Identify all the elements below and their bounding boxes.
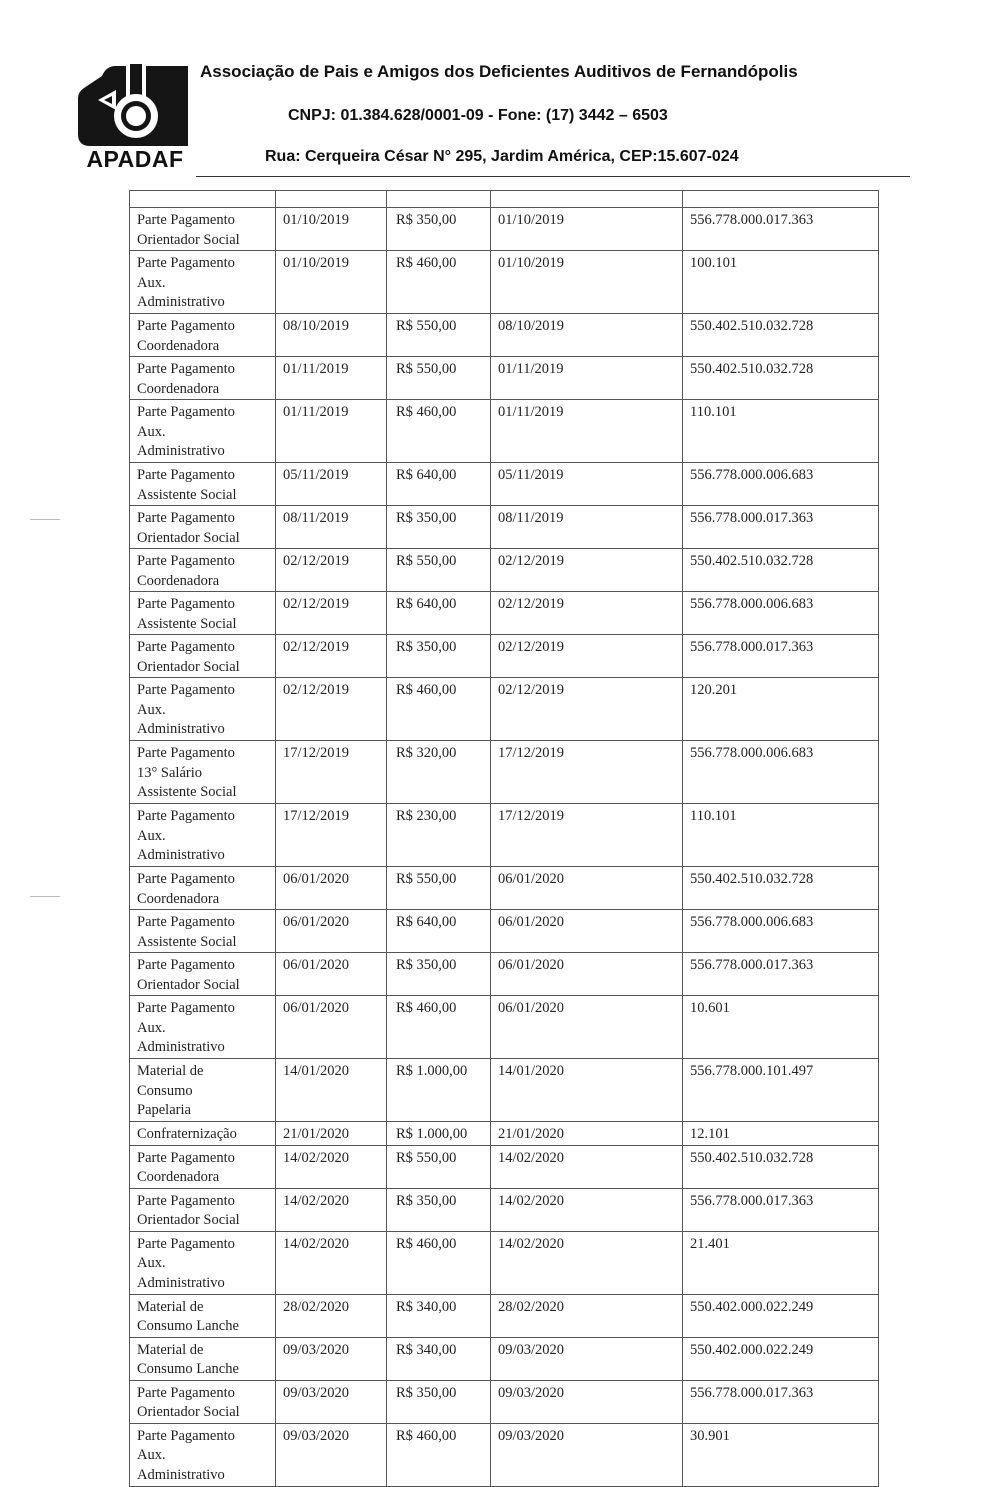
- document-number-cell: 556.778.000.017.363: [683, 506, 879, 549]
- description-cell: Parte Pagamento Assistente Social: [130, 910, 276, 953]
- date-cell: 09/03/2020: [276, 1380, 387, 1423]
- date-cell: 01/11/2019: [276, 357, 387, 400]
- document-number-cell: 110.101: [683, 804, 879, 867]
- description-cell: Parte Pagamento Aux. Administrativo: [130, 400, 276, 463]
- document-number-cell: 550.402.510.032.728: [683, 1145, 879, 1188]
- payment-date-cell: 28/02/2020: [491, 1294, 683, 1337]
- payment-date-cell: 08/11/2019: [491, 506, 683, 549]
- amount-cell: R$ 340,00: [387, 1294, 491, 1337]
- scan-mark: [30, 519, 60, 520]
- table-row: [130, 741, 879, 804]
- description-cell: Parte Pagamento Coordenadora: [130, 867, 276, 910]
- amount-cell: R$ 550,00: [387, 357, 491, 400]
- document-number-cell: 556.778.000.101.497: [683, 1059, 879, 1122]
- payment-date-cell: 14/02/2020: [491, 1231, 683, 1294]
- table-row: [130, 1122, 879, 1146]
- description-cell: Parte Pagamento Aux. Administrativo: [130, 1423, 276, 1486]
- payment-date-cell: 14/02/2020: [491, 1145, 683, 1188]
- amount-cell: R$ 550,00: [387, 1145, 491, 1188]
- document-number-cell: 12.101: [683, 1122, 879, 1146]
- amount-cell: R$ 350,00: [387, 208, 491, 251]
- description-cell: Parte Pagamento Aux. Administrativo: [130, 1231, 276, 1294]
- amount-cell: R$ 1.000,00: [387, 1059, 491, 1122]
- amount-cell: R$ 340,00: [387, 1337, 491, 1380]
- description-cell: Confraternização: [130, 1122, 276, 1146]
- description-cell: Parte Pagamento Orientador Social: [130, 208, 276, 251]
- payment-date-cell: 14/01/2020: [491, 1059, 683, 1122]
- table-row: [130, 549, 879, 592]
- table-header-row: [130, 191, 879, 208]
- date-cell: 14/02/2020: [276, 1145, 387, 1188]
- document-number-cell: 550.402.000.022.249: [683, 1294, 879, 1337]
- table-row: [130, 1423, 879, 1486]
- document-number-cell: 556.778.000.006.683: [683, 463, 879, 506]
- date-cell: 02/12/2019: [276, 592, 387, 635]
- description-cell: Parte Pagamento Aux. Administrativo: [130, 678, 276, 741]
- document-number-cell: 550.402.510.032.728: [683, 357, 879, 400]
- payment-date-cell: 17/12/2019: [491, 804, 683, 867]
- description-cell: Parte Pagamento Orientador Social: [130, 953, 276, 996]
- amount-cell: R$ 460,00: [387, 996, 491, 1059]
- address-line: Rua: Cerqueira César N° 295, Jardim América, CEP:15.607-024: [265, 148, 739, 165]
- amount-cell: R$ 460,00: [387, 678, 491, 741]
- payment-date-cell: 05/11/2019: [491, 463, 683, 506]
- description-cell: Parte Pagamento Orientador Social: [130, 1188, 276, 1231]
- header-cell: [387, 191, 491, 208]
- table-row: [130, 208, 879, 251]
- document-number-cell: 550.402.510.032.728: [683, 549, 879, 592]
- amount-cell: R$ 460,00: [387, 1423, 491, 1486]
- description-cell: Parte Pagamento Aux. Administrativo: [130, 804, 276, 867]
- payment-date-cell: 06/01/2020: [491, 910, 683, 953]
- description-cell: Parte Pagamento Aux. Administrativo: [130, 251, 276, 314]
- amount-cell: R$ 640,00: [387, 592, 491, 635]
- date-cell: 28/02/2020: [276, 1294, 387, 1337]
- payment-date-cell: 09/03/2020: [491, 1423, 683, 1486]
- cnpj-phone-line: CNPJ: 01.384.628/0001-09 - Fone: (17) 3442 – 6503: [288, 107, 668, 124]
- description-cell: Material de Consumo Papelaria: [130, 1059, 276, 1122]
- table-row: [130, 1145, 879, 1188]
- date-cell: 08/10/2019: [276, 314, 387, 357]
- document-number-cell: 556.778.000.006.683: [683, 741, 879, 804]
- date-cell: 01/10/2019: [276, 251, 387, 314]
- expense-table-body: [130, 191, 879, 1487]
- date-cell: 08/11/2019: [276, 506, 387, 549]
- date-cell: 14/02/2020: [276, 1188, 387, 1231]
- document-number-cell: 556.778.000.017.363: [683, 953, 879, 996]
- amount-cell: R$ 350,00: [387, 506, 491, 549]
- organization-name: Associação de Pais e Amigos dos Deficientes Auditivos de Fernandópolis: [200, 62, 798, 81]
- payment-date-cell: 09/03/2020: [491, 1380, 683, 1423]
- table-row: [130, 251, 879, 314]
- description-cell: Parte Pagamento Orientador Social: [130, 635, 276, 678]
- table-row: [130, 506, 879, 549]
- date-cell: 17/12/2019: [276, 741, 387, 804]
- description-cell: Parte Pagamento Coordenadora: [130, 314, 276, 357]
- header-cell: [683, 191, 879, 208]
- document-number-cell: 550.402.510.032.728: [683, 867, 879, 910]
- logo-wordmark: APADAF: [86, 146, 184, 172]
- table-row: [130, 635, 879, 678]
- amount-cell: R$ 350,00: [387, 635, 491, 678]
- payment-date-cell: 06/01/2020: [491, 867, 683, 910]
- description-cell: Parte Pagamento 13° Salário Assistente Social: [130, 741, 276, 804]
- payment-date-cell: 06/01/2020: [491, 953, 683, 996]
- description-cell: Parte Pagamento Orientador Social: [130, 1380, 276, 1423]
- payment-date-cell: 02/12/2019: [491, 635, 683, 678]
- description-cell: Parte Pagamento Aux. Administrativo: [130, 996, 276, 1059]
- amount-cell: R$ 230,00: [387, 804, 491, 867]
- date-cell: 09/03/2020: [276, 1337, 387, 1380]
- date-cell: 06/01/2020: [276, 867, 387, 910]
- table-row: [130, 953, 879, 996]
- payment-date-cell: 09/03/2020: [491, 1337, 683, 1380]
- description-cell: Parte Pagamento Assistente Social: [130, 592, 276, 635]
- payment-date-cell: 08/10/2019: [491, 314, 683, 357]
- amount-cell: R$ 550,00: [387, 314, 491, 357]
- payment-date-cell: 01/10/2019: [491, 251, 683, 314]
- payment-date-cell: 06/01/2020: [491, 996, 683, 1059]
- document-number-cell: 120.201: [683, 678, 879, 741]
- expense-table: [129, 190, 879, 1487]
- payment-date-cell: 01/10/2019: [491, 208, 683, 251]
- document-number-cell: 556.778.000.017.363: [683, 1188, 879, 1231]
- document-number-cell: 556.778.000.017.363: [683, 635, 879, 678]
- amount-cell: R$ 1.000,00: [387, 1122, 491, 1146]
- table-row: [130, 592, 879, 635]
- date-cell: 02/12/2019: [276, 635, 387, 678]
- date-cell: 02/12/2019: [276, 549, 387, 592]
- table-row: [130, 678, 879, 741]
- document-number-cell: 550.402.000.022.249: [683, 1337, 879, 1380]
- date-cell: 14/01/2020: [276, 1059, 387, 1122]
- description-cell: Parte Pagamento Assistente Social: [130, 463, 276, 506]
- table-row: [130, 1059, 879, 1122]
- table-row: [130, 1231, 879, 1294]
- document-number-cell: 550.402.510.032.728: [683, 314, 879, 357]
- document-number-cell: 110.101: [683, 400, 879, 463]
- payment-date-cell: 02/12/2019: [491, 592, 683, 635]
- date-cell: 06/01/2020: [276, 996, 387, 1059]
- date-cell: 01/10/2019: [276, 208, 387, 251]
- document-number-cell: 10.601: [683, 996, 879, 1059]
- payment-date-cell: 01/11/2019: [491, 357, 683, 400]
- table-row: [130, 996, 879, 1059]
- table-row: [130, 1380, 879, 1423]
- date-cell: 02/12/2019: [276, 678, 387, 741]
- payment-date-cell: 02/12/2019: [491, 549, 683, 592]
- letterhead: [0, 0, 992, 190]
- table-row: [130, 463, 879, 506]
- description-cell: Parte Pagamento Coordenadora: [130, 357, 276, 400]
- payment-date-cell: 17/12/2019: [491, 741, 683, 804]
- amount-cell: R$ 550,00: [387, 549, 491, 592]
- header-divider: [196, 176, 910, 177]
- table-row: [130, 1188, 879, 1231]
- description-cell: Material de Consumo Lanche: [130, 1294, 276, 1337]
- document-number-cell: 556.778.000.017.363: [683, 1380, 879, 1423]
- amount-cell: R$ 320,00: [387, 741, 491, 804]
- table-row: [130, 804, 879, 867]
- date-cell: 01/11/2019: [276, 400, 387, 463]
- description-cell: Material de Consumo Lanche: [130, 1337, 276, 1380]
- payment-date-cell: 21/01/2020: [491, 1122, 683, 1146]
- document-number-cell: 30.901: [683, 1423, 879, 1486]
- document-number-cell: 100.101: [683, 251, 879, 314]
- table-row: [130, 1294, 879, 1337]
- table-row: [130, 1337, 879, 1380]
- document-number-cell: 556.778.000.017.363: [683, 208, 879, 251]
- description-cell: Parte Pagamento Coordenadora: [130, 1145, 276, 1188]
- table-row: [130, 400, 879, 463]
- date-cell: 06/01/2020: [276, 953, 387, 996]
- amount-cell: R$ 460,00: [387, 251, 491, 314]
- amount-cell: R$ 550,00: [387, 867, 491, 910]
- amount-cell: R$ 350,00: [387, 1380, 491, 1423]
- amount-cell: R$ 350,00: [387, 1188, 491, 1231]
- amount-cell: R$ 460,00: [387, 1231, 491, 1294]
- document-number-cell: 556.778.000.006.683: [683, 592, 879, 635]
- document-number-cell: 21.401: [683, 1231, 879, 1294]
- amount-cell: R$ 350,00: [387, 953, 491, 996]
- table-row: [130, 314, 879, 357]
- payment-date-cell: 02/12/2019: [491, 678, 683, 741]
- table-row: [130, 867, 879, 910]
- date-cell: 21/01/2020: [276, 1122, 387, 1146]
- payment-date-cell: 14/02/2020: [491, 1188, 683, 1231]
- payment-date-cell: 01/11/2019: [491, 400, 683, 463]
- date-cell: 14/02/2020: [276, 1231, 387, 1294]
- header-cell: [276, 191, 387, 208]
- amount-cell: R$ 640,00: [387, 463, 491, 506]
- description-cell: Parte Pagamento Orientador Social: [130, 506, 276, 549]
- table-row: [130, 357, 879, 400]
- amount-cell: R$ 460,00: [387, 400, 491, 463]
- description-cell: Parte Pagamento Coordenadora: [130, 549, 276, 592]
- table-row: [130, 910, 879, 953]
- date-cell: 05/11/2019: [276, 463, 387, 506]
- amount-cell: R$ 640,00: [387, 910, 491, 953]
- header-cell: [130, 191, 276, 208]
- date-cell: 17/12/2019: [276, 804, 387, 867]
- header-cell: [491, 191, 683, 208]
- date-cell: 09/03/2020: [276, 1423, 387, 1486]
- document-number-cell: 556.778.000.006.683: [683, 910, 879, 953]
- scan-mark: [30, 896, 60, 897]
- date-cell: 06/01/2020: [276, 910, 387, 953]
